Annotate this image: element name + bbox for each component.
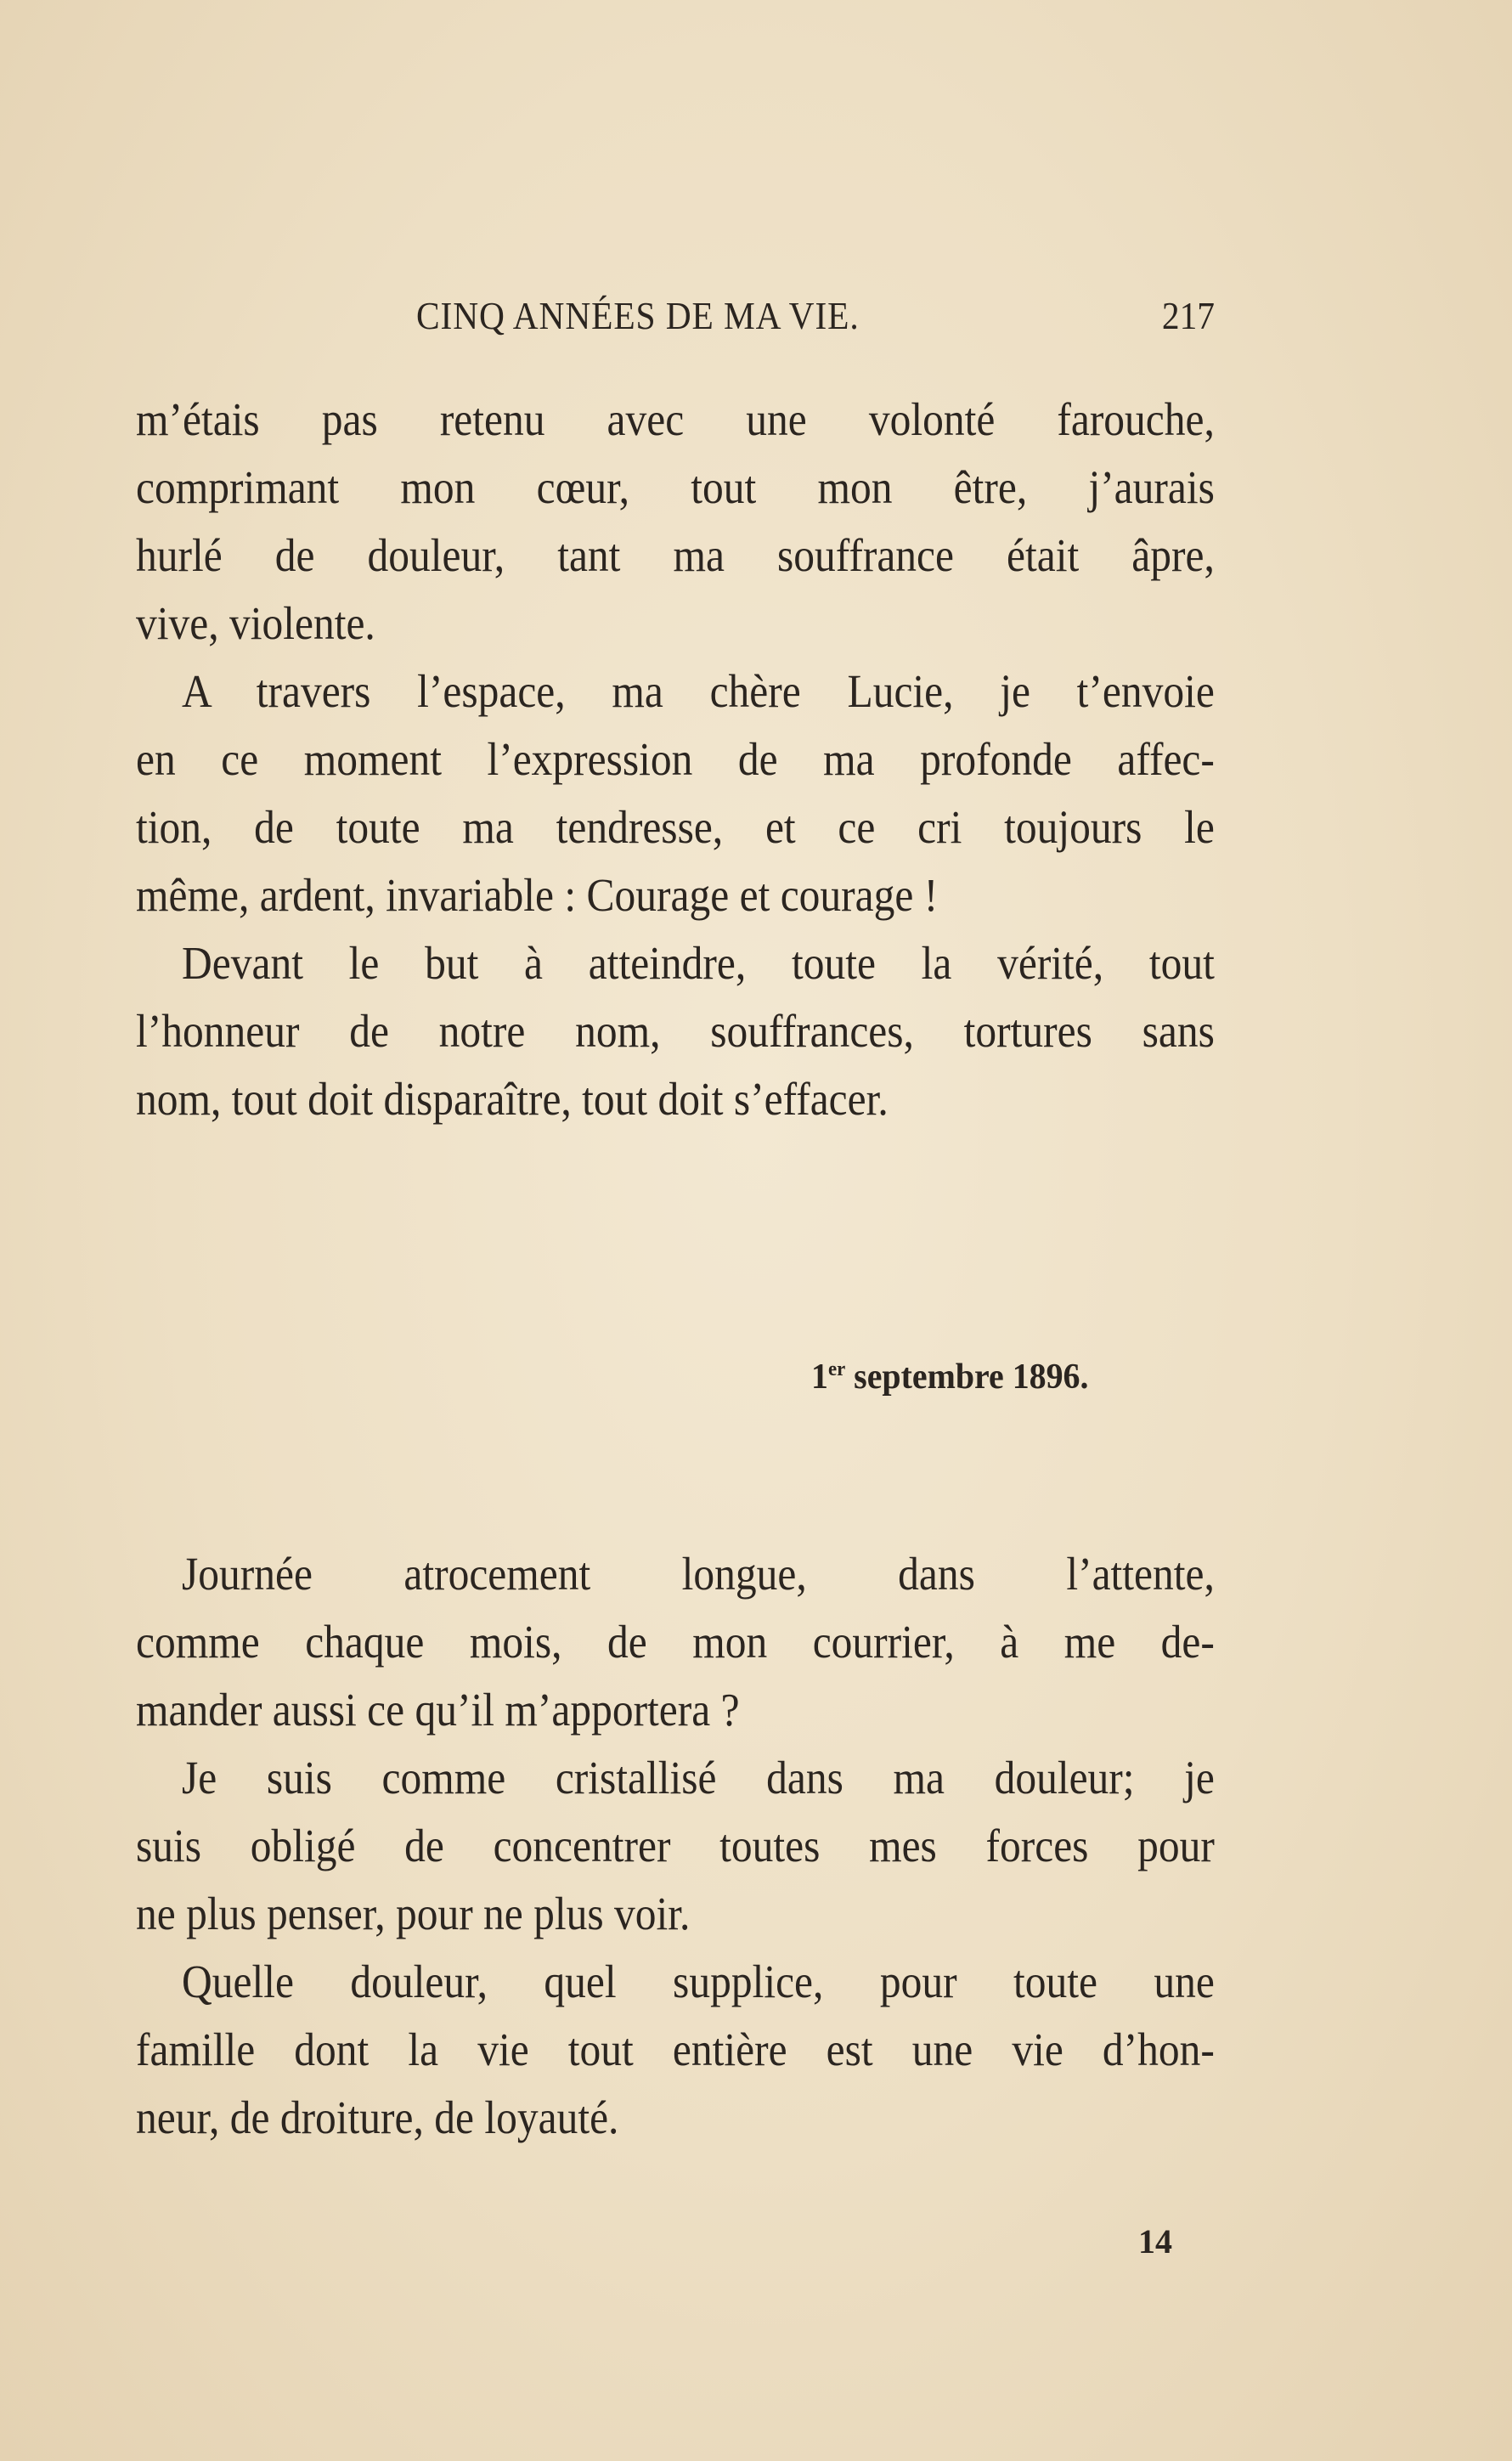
text-line: neur, de droiture, de loyauté. — [136, 2091, 619, 2143]
text-line: A travers l’espace, ma chère Lucie, je t’envoie — [182, 665, 1215, 717]
text-line: famille dont la vie tout entière est une vie d’hon- — [136, 2024, 1215, 2075]
text-line: vive, violente. — [136, 597, 375, 649]
text-line: mander aussi ce qu’il m’apportera ? — [136, 1684, 740, 1736]
text-line: Quelle douleur, quel supplice, pour toute une — [182, 1956, 1215, 2007]
text-line: tion, de toute ma tendresse, et ce cri toujours le — [136, 801, 1215, 853]
date-rest: septembre 1896. — [845, 1358, 1089, 1397]
text-line: nom, tout doit disparaître, tout doit s’effacer. — [136, 1073, 889, 1125]
text-line: suis obligé de concentrer toutes mes forces pour — [136, 1820, 1215, 1871]
text-line: Devant le but à atteindre, toute la vérité, tout — [182, 937, 1215, 989]
text-line: même, ardent, invariable : Courage et courage ! — [136, 869, 939, 921]
text-block-2 — [136, 1540, 1215, 2152]
signature-mark: 14 — [1138, 2222, 1172, 2261]
page-number: 217 — [1161, 294, 1215, 337]
text-line: comme chaque mois, de mon courrier, à me de- — [136, 1616, 1215, 1668]
running-title: CINQ ANNÉES DE MA VIE. — [416, 294, 860, 337]
date-day: 1 — [811, 1358, 828, 1397]
text-line: Journée atrocement longue, dans l’attente, — [182, 1548, 1215, 1600]
text-block-1 — [136, 386, 1215, 1133]
text-line: l’honneur de notre nom, souffrances, tortures sans — [136, 1005, 1215, 1057]
date-suffix: er — [827, 1358, 846, 1380]
text-line: Je suis comme cristallisé dans ma douleur; je — [182, 1752, 1215, 1803]
text-line: en ce moment l’expression de ma profonde affec- — [136, 733, 1215, 785]
text-line: m’étais pas retenu avec une volonté farouche, — [136, 393, 1215, 445]
text-line: comprimant mon cœur, tout mon être, j’aurais — [136, 461, 1215, 513]
text-line: ne plus penser, pour ne plus voir. — [136, 1888, 691, 1939]
page-header — [136, 293, 1215, 353]
text-line: hurlé de douleur, tant ma souffrance était âpre, — [136, 529, 1215, 581]
entry-date — [811, 1357, 1088, 1397]
